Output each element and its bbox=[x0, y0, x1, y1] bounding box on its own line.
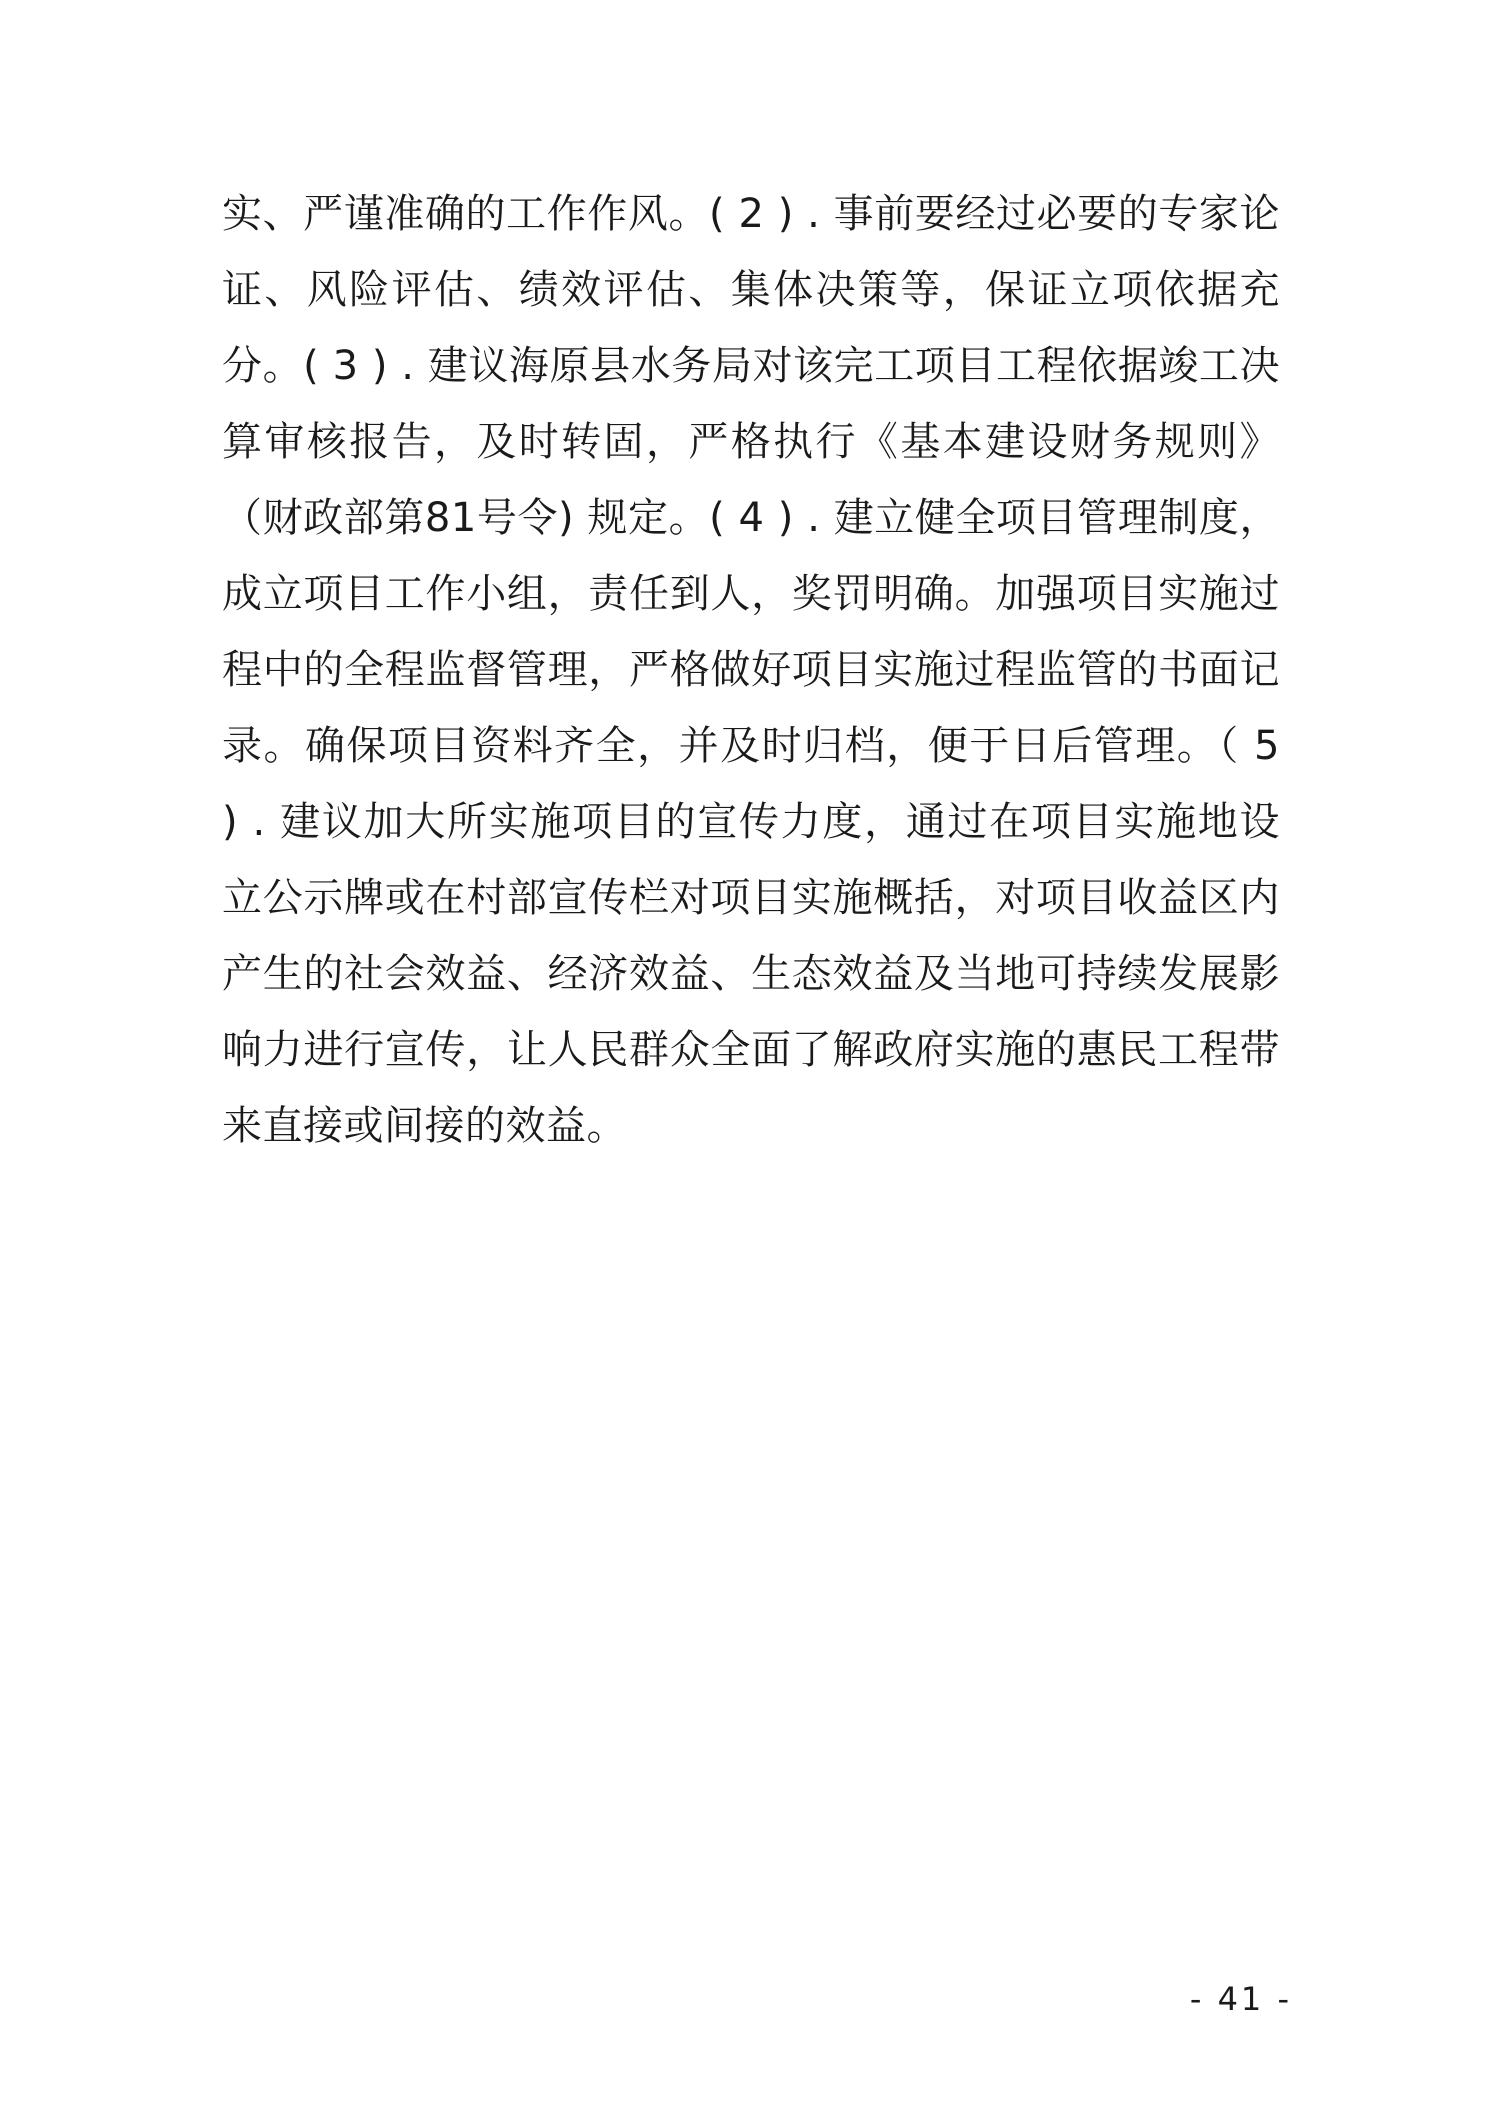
body-paragraph: 实、严谨准确的工作作风。( 2 ) . 事前要经过必要的专家论证、风险评估、绩效评估、集体决策等，保证立项依据充分。( 3 ) . 建议海原县水务局对该完工项目工程依据竣工决算审核报告，及时转固，严格执行《基本建设财务规则》（财政部第81号令) 规定。( 4 ) . 建立健全项目管理制度，成立项目工作小组，责任到人，奖罚明确。加强项目实施过程中的全程监督管理，严格做好项目实施过程监管的书面记录。确保项目资料齐全，并及时归档，便于日后管理。（ 5 ) . 建议加大所实施项目的宣传力度，通过在项目实施地设立公示牌或在村部宣传栏对项目实施概括，对项目收益区内产生的社会效益、经济效益、生态效益及当地可持续发展影响力进行宣传，让人民群众全面了解政府实施的惠民工程带来直接或间接的效益。 bbox=[222, 191, 1280, 1149]
page-number: - 41 - bbox=[1189, 1980, 1292, 2018]
